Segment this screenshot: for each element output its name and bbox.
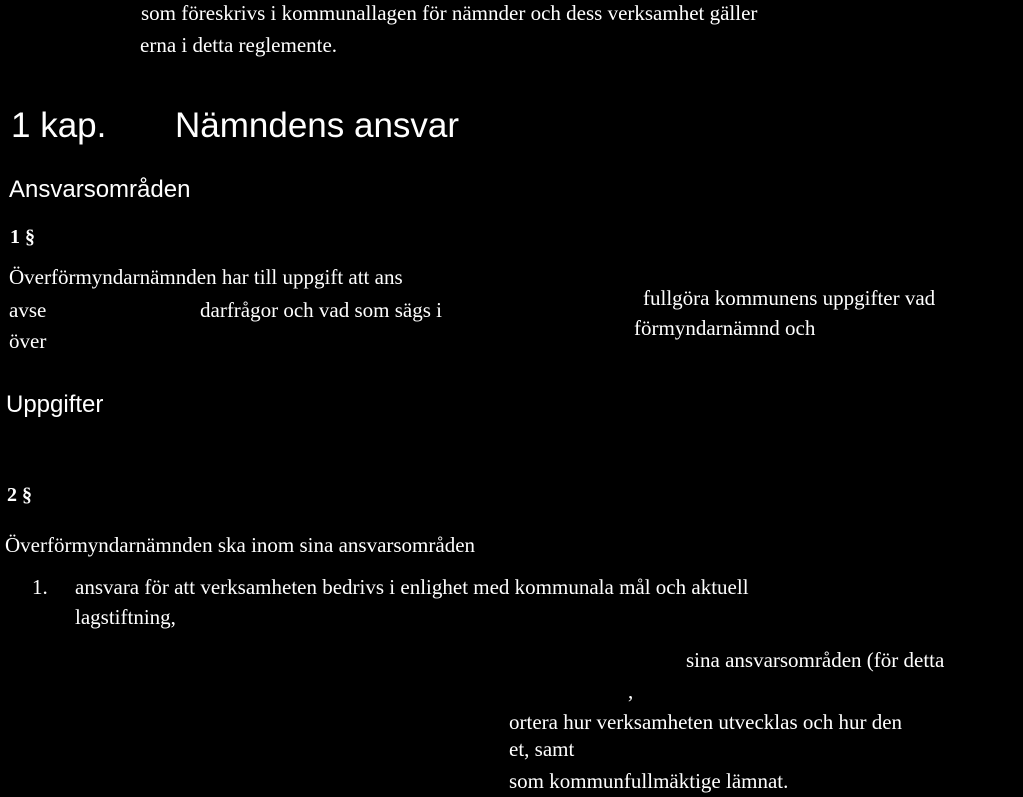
ansvar-left-line-1: Överförmyndarnämnden har till uppgift att ans [9, 265, 403, 289]
paragraph-sign-1: 1 § [10, 226, 35, 248]
section-heading-uppgifter: Uppgifter [6, 391, 104, 418]
list-item-1-line-1: ansvara för att verksamheten bedrivs i enlighet med kommunala mål och aktuell [75, 575, 749, 599]
list-item-1-line-2: lagstiftning, [75, 605, 176, 629]
section-heading-ansvarsomraden: Ansvarsområden [9, 176, 191, 203]
ansvar-right-line-1: fullgöra kommunens uppgifter vad [643, 286, 936, 310]
intro-line-2: erna i detta reglemente. [140, 33, 338, 57]
fragment-comma: , [628, 679, 634, 703]
fragment-line-1: sina ansvarsområden (för detta [686, 648, 945, 672]
ansvar-left-line-2b: darfrågor och vad som sägs i [200, 298, 443, 322]
ansvar-right-line-2: förmyndarnämnd och [634, 316, 816, 340]
fragment-line-3: et, samt [509, 737, 575, 761]
ansvar-left-line-3: över [9, 329, 47, 353]
intro-line-1: som föreskrivs i kommunallagen för nämnder och dess verksamhet gäller [141, 1, 758, 25]
ansvar-left-line-2a: avse [9, 298, 47, 322]
chapter-number: 1 kap. [11, 106, 107, 145]
list-item-1-number: 1. [32, 575, 48, 599]
fragment-line-2: ortera hur verksamheten utvecklas och hur den [509, 710, 903, 734]
uppgifter-intro: Överförmyndarnämnden ska inom sina ansvarsområden [5, 533, 476, 557]
paragraph-sign-2: 2 § [7, 484, 32, 506]
chapter-title: Nämndens ansvar [175, 106, 460, 145]
fragment-line-4: som kommunfullmäktige lämnat. [509, 769, 789, 793]
